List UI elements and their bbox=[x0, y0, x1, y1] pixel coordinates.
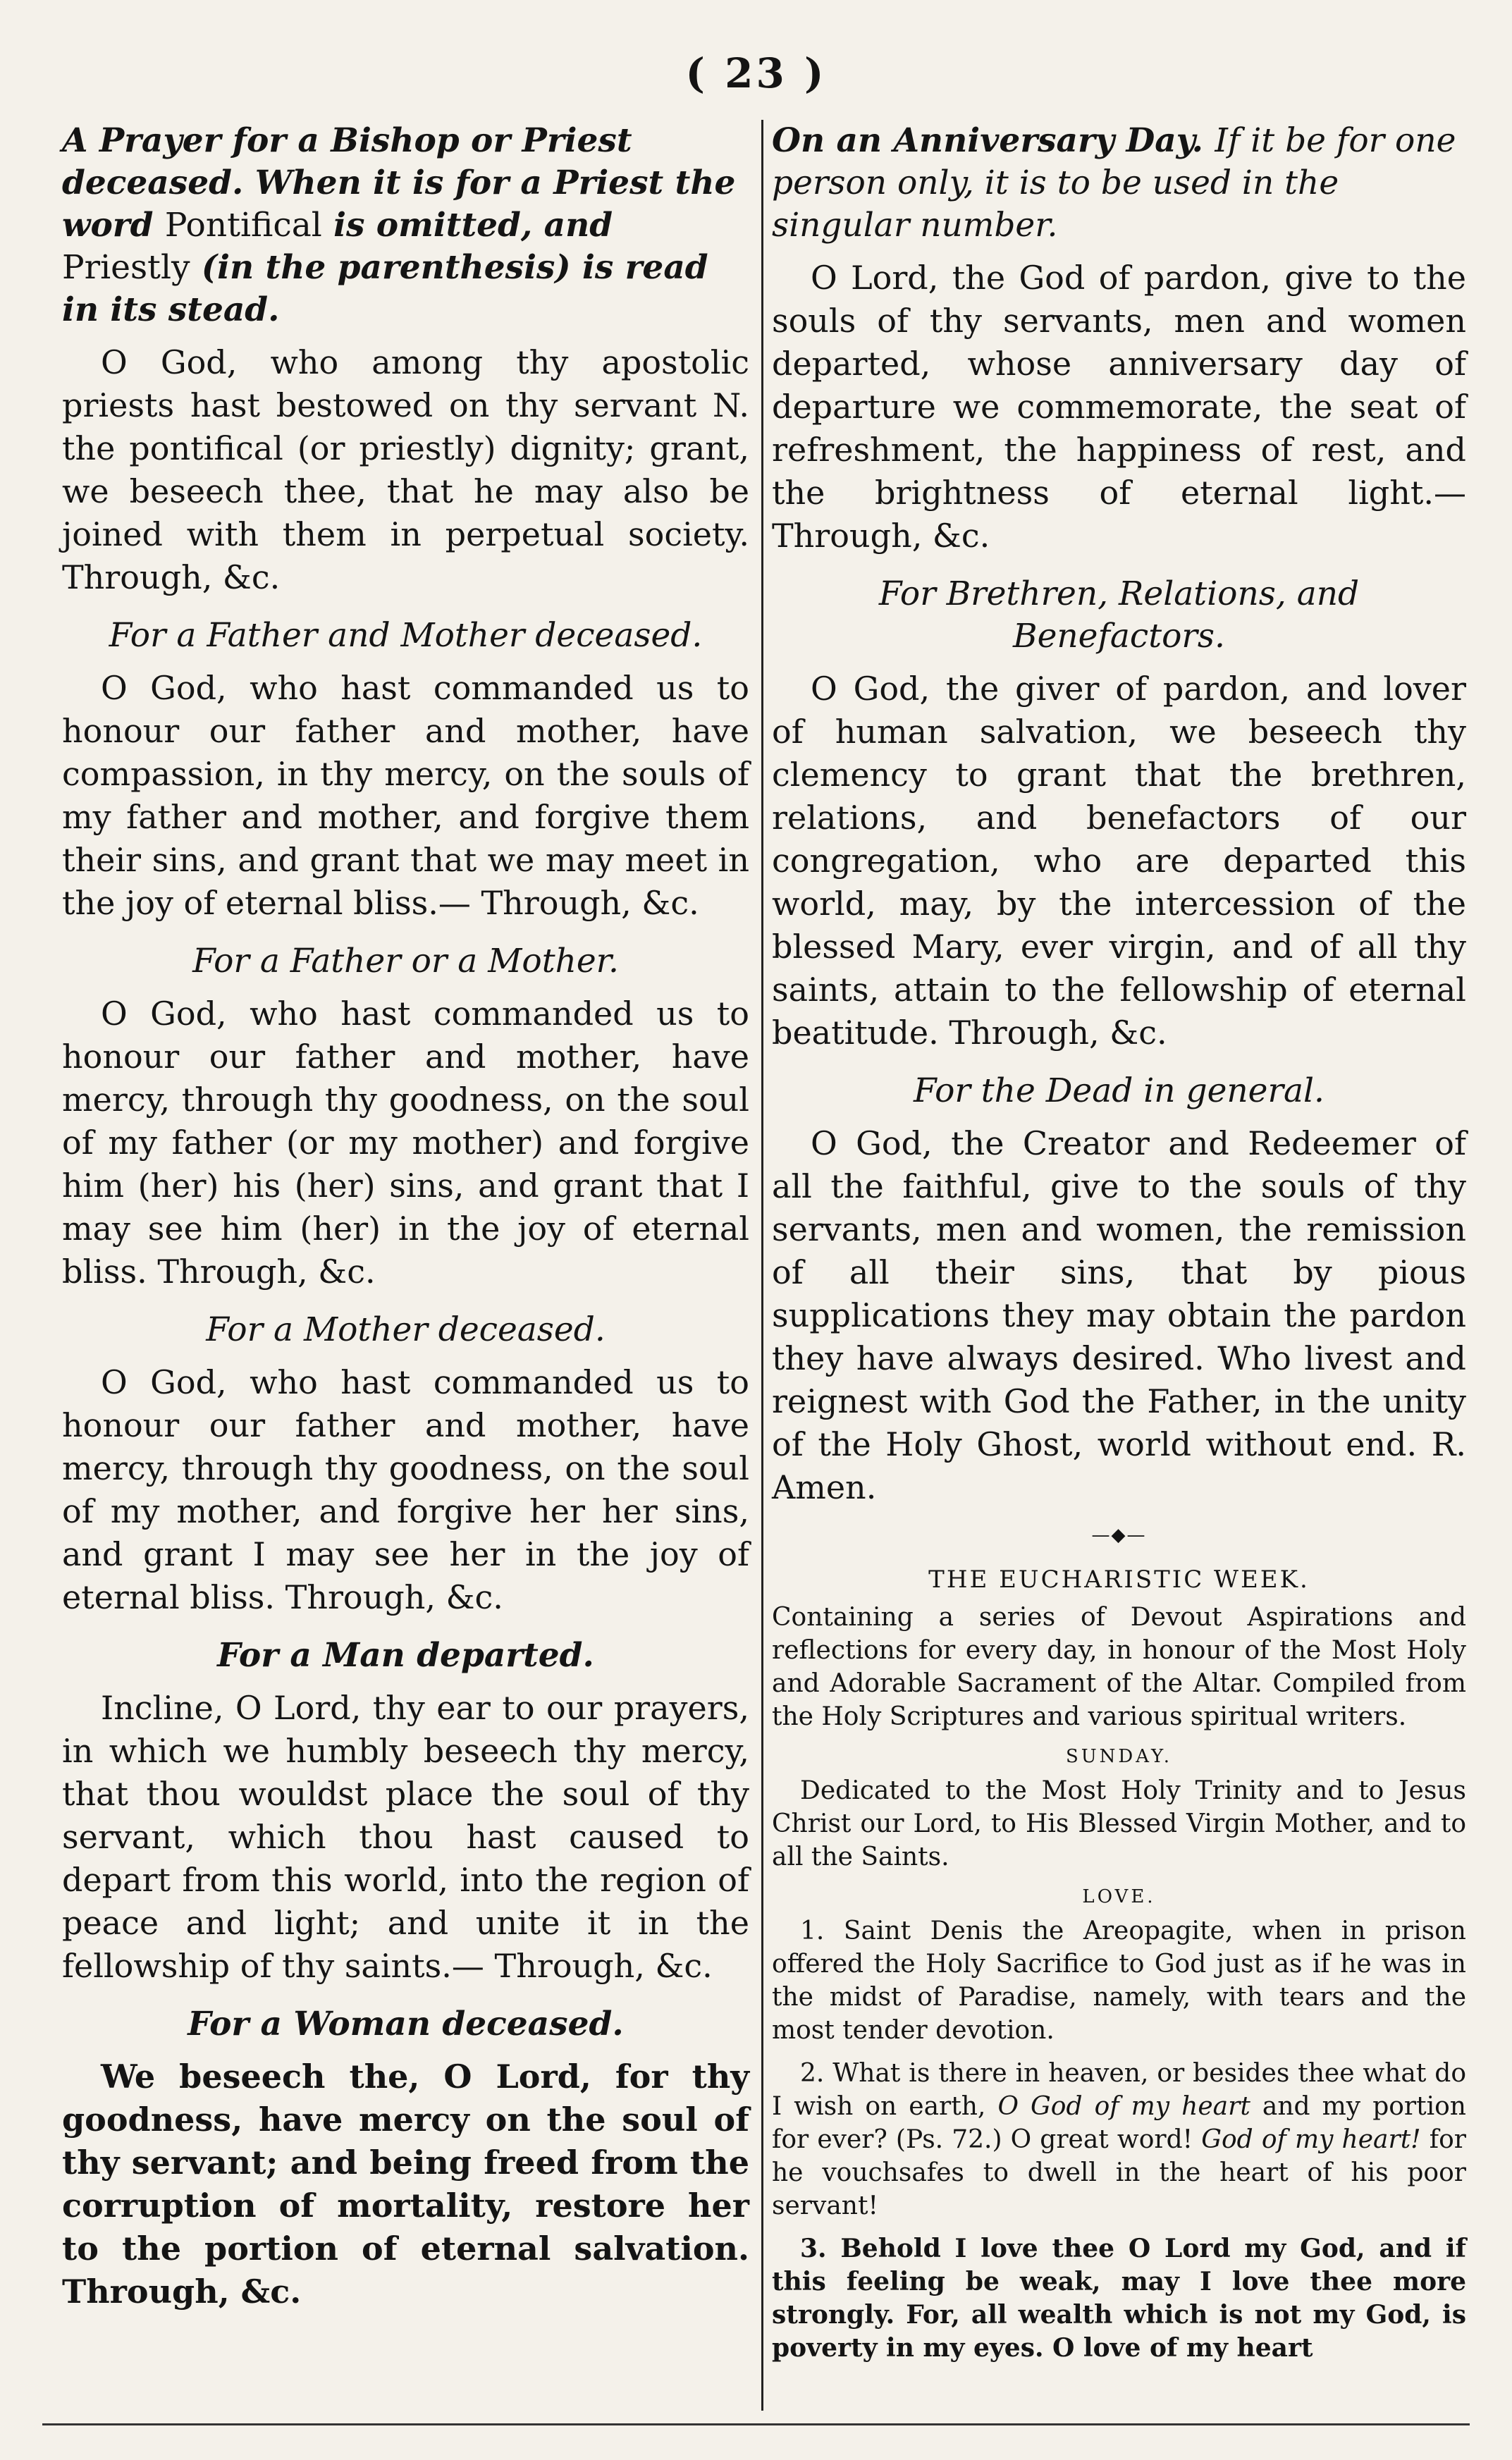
rubric-note: When it is for a Priest the word bbox=[62, 164, 736, 245]
aspiration-2 bbox=[772, 2057, 1466, 2222]
heading-brethren: For Brethren, Relations, and Benefactors. bbox=[878, 574, 1360, 656]
heading-father-or-mother: For a Father or a Mother. bbox=[192, 942, 619, 980]
day-label: SUNDAY. bbox=[1065, 1746, 1173, 1767]
eucharistic-week-title: THE EUCHARISTIC WEEK. bbox=[928, 1566, 1310, 1594]
love-label: LOVE. bbox=[1082, 1886, 1156, 1907]
heading-woman-deceased: For a Woman deceased. bbox=[188, 2005, 624, 2043]
heading-dead-general: For the Dead in general. bbox=[914, 1071, 1324, 1110]
aspiration-2-part-e: for he vouchsafes to dwell in the heart of his poor servant! bbox=[772, 2125, 1466, 2220]
aspiration-2-part-a: 2. What is there in heaven, or besides thee what do I wish on earth, bbox=[772, 2059, 1466, 2121]
bottom-rule bbox=[42, 2423, 1470, 2425]
right-column bbox=[772, 120, 1466, 2375]
aspiration-2-part-c: and my portion for ever? (Ps. 72.) O great word! bbox=[772, 2092, 1466, 2154]
rubric-word-pontifical: Pontifical bbox=[164, 206, 322, 245]
prayer-father-or-mother: O God, who hast commanded us to honour our father and mother, have mercy, through thy goodness, on the soul of my father (or my mother) and forgive him (her) his (her) sins, and grant that I may see him (her) in the joy of eternal bliss. Through, &c. bbox=[62, 995, 749, 1291]
heading-bishop-priest bbox=[62, 120, 749, 331]
heading-text: A Prayer for a Bishop or Priest deceased. bbox=[62, 121, 632, 202]
prayer-brethren: O God, the giver of pardon, and lover of human salvation, we beseech thy clemency to grant that the brethren, relations, and benefactors of our congregation, who are departed this world, may, by the intercession of the blessed Mary, ever virgin, and of all thy saints, attain to the fellowship of eternal beatitude. Through, &c. bbox=[772, 670, 1466, 1052]
prayer-father-and-mother: O God, who hast commanded us to honour our father and mother, have compassion, in thy mercy, on the souls of my father and mother, and forgive them their sins, and grant that we may meet in the joy of eternal bliss.— Through, &c. bbox=[62, 669, 749, 922]
page-number: ( 23 ) bbox=[685, 49, 827, 97]
aspiration-2-part-d: God of my heart! bbox=[1201, 2125, 1421, 2154]
section-ornament: —◆— bbox=[1091, 1525, 1147, 1546]
rubric-note-end: (in the parenthesis) is read in its stead. bbox=[62, 248, 708, 329]
column-divider bbox=[761, 120, 763, 2411]
prayer-woman-deceased: We beseech the, O Lord, for thy goodness, have mercy on the soul of thy servant; and being freed from the corruption of mortality, restore her to the portion of eternal salvation. Through, &c. bbox=[62, 2058, 749, 2311]
heading-man-departed: For a Man departed. bbox=[217, 1636, 594, 1675]
aspiration-3: 3. Behold I love thee O Lord my God, and if this feeling be weak, may I love thee more strongly. For, all wealth which is not my God, is poverty in my eyes. O love of my heart bbox=[772, 2234, 1466, 2363]
prayer-dead-general: O God, the Creator and Redeemer of all the faithful, give to the souls of thy servants, men and women, the remission of all their sins, that by pious supplications they may obtain the pardon they have always desired. Who livest and reignest with God the Father, in the unity of the Holy Ghost, world without end. R. Amen. bbox=[772, 1124, 1466, 1506]
prayer-man-departed: Incline, O Lord, thy ear to our prayers, in which we humbly beseech thy mercy, that thou wouldst place the soul of thy servant, which thou hast caused to depart from this world, into the region of peace and light; and unite it in the fellowship of thy saints.— Through, &c. bbox=[62, 1689, 749, 1985]
prayer-mother-deceased: O God, who hast commanded us to honour our father and mother, have mercy, through thy goodness, on the soul of my mother, and forgive her her sins, and grant I may see her in the joy of eternal bliss. Through, &c. bbox=[62, 1363, 749, 1616]
aspiration-2-part-b: O God of my heart bbox=[997, 2092, 1250, 2121]
rubric-word-priestly: Priestly bbox=[62, 248, 190, 287]
rubric-note: If it be for one person only, it is to be used in the singular number. bbox=[772, 121, 1456, 245]
left-column bbox=[62, 120, 749, 2329]
prayer-anniversary: O Lord, the God of pardon, give to the souls of thy servants, men and women departed, whose anniversary day of departure we commemorate, the seat of refreshment, the happiness of rest, and the brightness of eternal light.— Through, &c. bbox=[772, 259, 1466, 555]
heading-text: On an Anniversary Day. bbox=[772, 121, 1203, 160]
rubric-note-mid: is omitted, and bbox=[333, 206, 613, 245]
heading-anniversary bbox=[772, 120, 1466, 247]
heading-mother-deceased: For a Mother deceased. bbox=[206, 1310, 606, 1349]
heading-father-and-mother: For a Father and Mother deceased. bbox=[109, 616, 703, 655]
aspiration-1: 1. Saint Denis the Areopagite, when in prison offered the Holy Sacrifice to God just as if he was in the midst of Paradise, namely, with tears and the most tender devotion. bbox=[772, 1917, 1466, 2045]
prayer-bishop-priest: O God, who among thy apostolic priests hast bestowed on thy servant N. the pontifical (or priestly) dignity; grant, we beseech thee, that he may also be joined with them in perpetual society. Through, &c. bbox=[62, 343, 749, 596]
eucharistic-week-description: Containing a series of Devout Aspirations and reflections for every day, in honour of the Most Holy and Adorable Sacrament of the Altar. Compiled from the Holy Scriptures and various spiritual writers. bbox=[772, 1603, 1466, 1731]
dedication: Dedicated to the Most Holy Trinity and to Jesus Christ our Lord, to His Blessed Virgin Mother, and to all the Saints. bbox=[772, 1776, 1466, 1871]
